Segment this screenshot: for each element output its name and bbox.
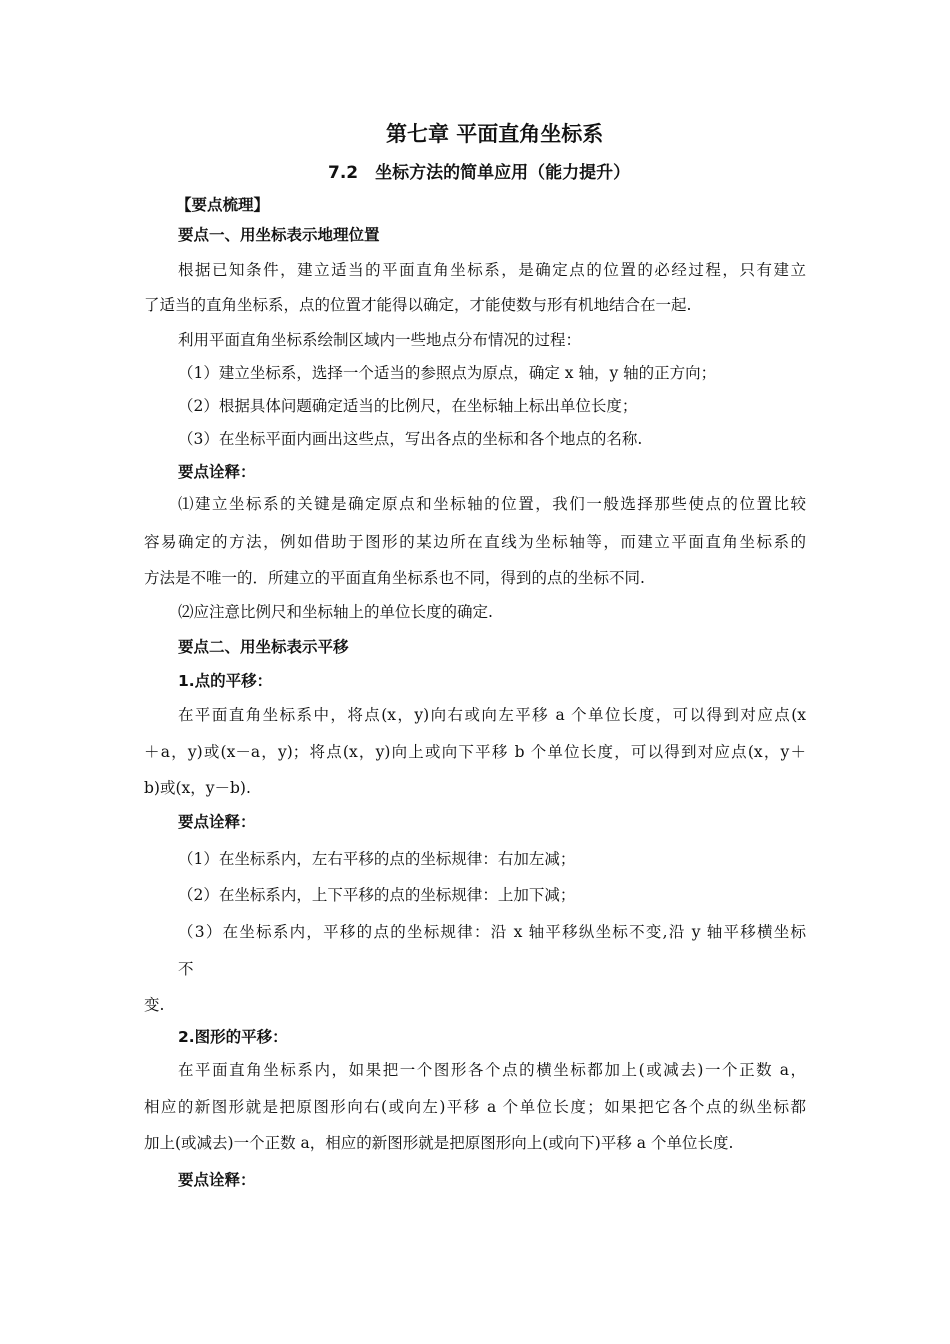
point2-note2-heading: 要点诠释： [178,1171,256,1189]
point2-sub1-heading: 1.点的平移： [178,672,273,690]
point1-para1-line2: 了适当的直角坐标系，点的位置才能得以确定，才能使数与形有机地结合在一起. [144,296,692,314]
point1-para2: 利用平面直角坐标系绘制区域内一些地点分布情况的过程： [178,331,582,349]
point2-note-heading: 要点诠释： [178,813,256,831]
point2-sub2-line3: 加上(或减去)一个正数 a，相应的新图形就是把原图形向上(或向下)平移 a 个单位长度. [144,1134,734,1152]
point1-note1-line1: ⑴建立坐标系的关键是确定原点和坐标轴的位置，我们一般选择那些使点的位置比较 [178,495,806,513]
point2-note-item1: （1）在坐标系内，左右平移的点的坐标规律：右加左减； [178,850,576,868]
point2-sub1-line2: ＋a，y)或(x－a，y)；将点(x，y)向上或向下平移 b 个单位长度，可以得到对应点(x，y＋ [144,743,806,761]
point1-step1: （1）建立坐标系，选择一个适当的参照点为原点，确定 x 轴，y 轴的正方向； [178,364,717,382]
point1-note2: ⑵应注意比例尺和坐标轴上的单位长度的确定. [178,603,493,621]
point1-note1-line3: 方法是不唯一的．所建立的平面直角坐标系也不同，得到的点的坐标不同. [144,569,645,587]
point2-note-item3-line3: 变. [144,996,165,1014]
point1-heading: 要点一、用坐标表示地理位置 [178,226,380,244]
point2-note-item2: （2）在坐标系内，上下平移的点的坐标规律：上加下减； [178,886,576,904]
point1-step3: （3）在坐标平面内画出这些点，写出各点的坐标和各个地点的名称. [178,430,643,448]
point1-para1-line1: 根据已知条件，建立适当的平面直角坐标系，是确定点的位置的必经过程，只有建立 [178,261,806,279]
point2-note-item3-line2: 不 [178,960,194,978]
point1-note-heading: 要点诠释： [178,463,256,481]
section-heading: 【要点梳理】 [176,196,270,214]
page-title: 第七章 平面直角坐标系 [386,122,604,146]
point2-sub1-line3: b)或(x，y－b). [144,779,251,797]
point2-sub2-line1: 在平面直角坐标系内，如果把一个图形各个点的横坐标都加上(或减去)一个正数 a， [178,1061,806,1079]
point2-sub2-line2: 相应的新图形就是把原图形向右(或向左)平移 a 个单位长度；如果把它各个点的纵坐标都 [144,1098,806,1116]
point2-heading: 要点二、用坐标表示平移 [178,638,349,656]
point2-sub1-line1: 在平面直角坐标系中，将点(x，y)向右或向左平移 a 个单位长度，可以得到对应点(x [178,706,806,724]
point2-note-item3-line1: （3）在坐标系内，平移的点的坐标规律：沿 x 轴平移纵坐标不变,沿 y 轴平移横坐标 [178,923,806,941]
page-subtitle: 7.2 坐标方法的简单应用（能力提升） [328,163,631,183]
point1-step2: （2）根据具体问题确定适当的比例尺，在坐标轴上标出单位长度； [178,397,638,415]
point2-sub2-heading: 2.图形的平移： [178,1028,288,1046]
point1-note1-line2: 容易确定的方法，例如借助于图形的某边所在直线为坐标轴等，而建立平面直角坐标系的 [144,533,806,551]
